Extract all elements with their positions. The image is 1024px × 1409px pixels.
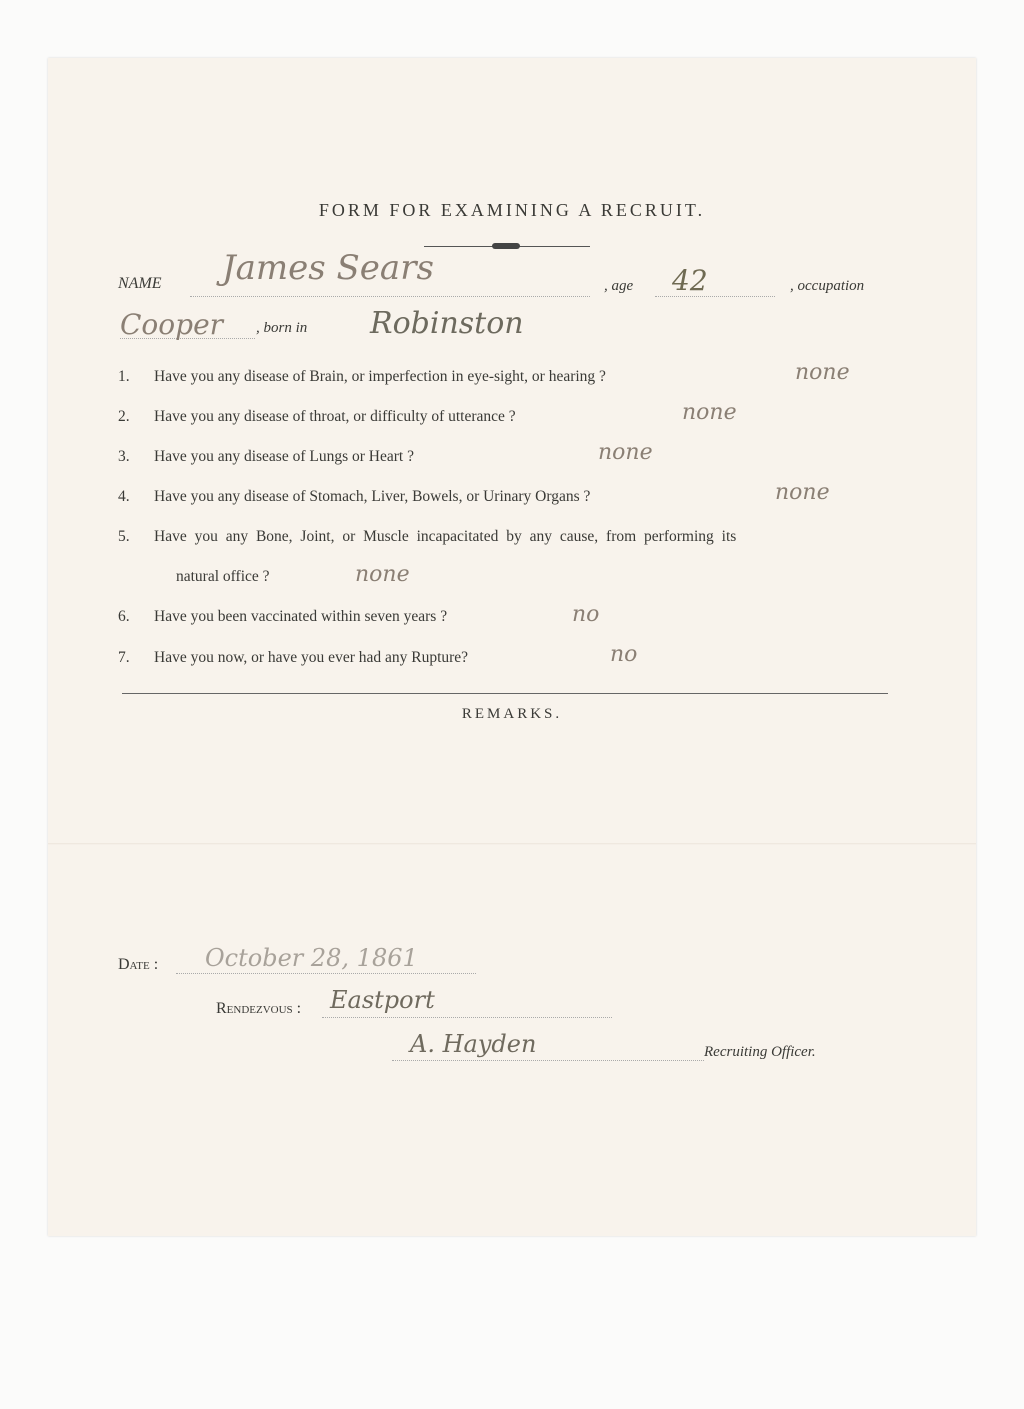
age-label: , age [604, 278, 634, 294]
question-answer: none [598, 440, 653, 465]
question-answer: no [610, 642, 638, 667]
question-text: Have you now, or have you ever had any Rupture? [154, 649, 469, 666]
born-label: , born in [256, 320, 308, 336]
officer-signature: A. Hayden [410, 1030, 537, 1058]
question-number: 5. [118, 528, 130, 545]
question-number: 3. [118, 448, 130, 465]
rendezvous-value: Eastport [330, 986, 435, 1014]
question-answer: none [775, 480, 830, 505]
divider-rule [122, 693, 888, 694]
question-number: 4. [118, 488, 130, 505]
form-title: FORM FOR EXAMINING A RECRUIT. [318, 200, 706, 220]
occupation-value: Cooper [120, 308, 224, 341]
question-text: Have you any disease of throat, or difficulty of utterance ? [154, 408, 516, 425]
question-text-continued: natural office ? [176, 568, 270, 585]
question-number: 2. [118, 408, 130, 425]
question-text: Have you been vaccinated within seven years ? [154, 608, 448, 625]
question-number: 6. [118, 608, 130, 625]
question-answer: none [682, 400, 737, 425]
question-number: 7. [118, 649, 130, 666]
question-answer: none [795, 360, 850, 385]
name-line [190, 296, 590, 297]
question-number: 1. [118, 368, 130, 385]
officer-signature-line [392, 1060, 704, 1061]
question-text: Have you any disease of Lungs or Heart ? [154, 448, 414, 465]
question-text: Have you any disease of Stomach, Liver, Bowels, or Urinary Organs ? [154, 488, 591, 505]
name-value: James Sears [222, 248, 434, 288]
date-value: October 28, 1861 [205, 944, 418, 972]
question-text: Have you any Bone, Joint, or Muscle incapacitated by any cause, from performing its [154, 528, 737, 545]
rendezvous-label: Rendezvous : [216, 1000, 302, 1017]
question-answer: none [355, 562, 410, 587]
name-label: NAME [118, 275, 162, 292]
fold-line [48, 843, 976, 845]
officer-label: Recruiting Officer. [704, 1044, 816, 1060]
remarks-heading: REMARKS. [461, 706, 563, 722]
age-value: 42 [672, 264, 708, 297]
title-ornament-dot [492, 243, 520, 249]
rendezvous-line [322, 1017, 612, 1018]
born-value: Robinston [370, 306, 524, 341]
question-text: Have you any disease of Brain, or imperfection in eye-sight, or hearing ? [154, 368, 606, 385]
date-label: Date : [118, 956, 159, 973]
date-line [176, 973, 476, 974]
occupation-label: , occupation [790, 278, 865, 294]
question-answer: no [572, 602, 600, 627]
